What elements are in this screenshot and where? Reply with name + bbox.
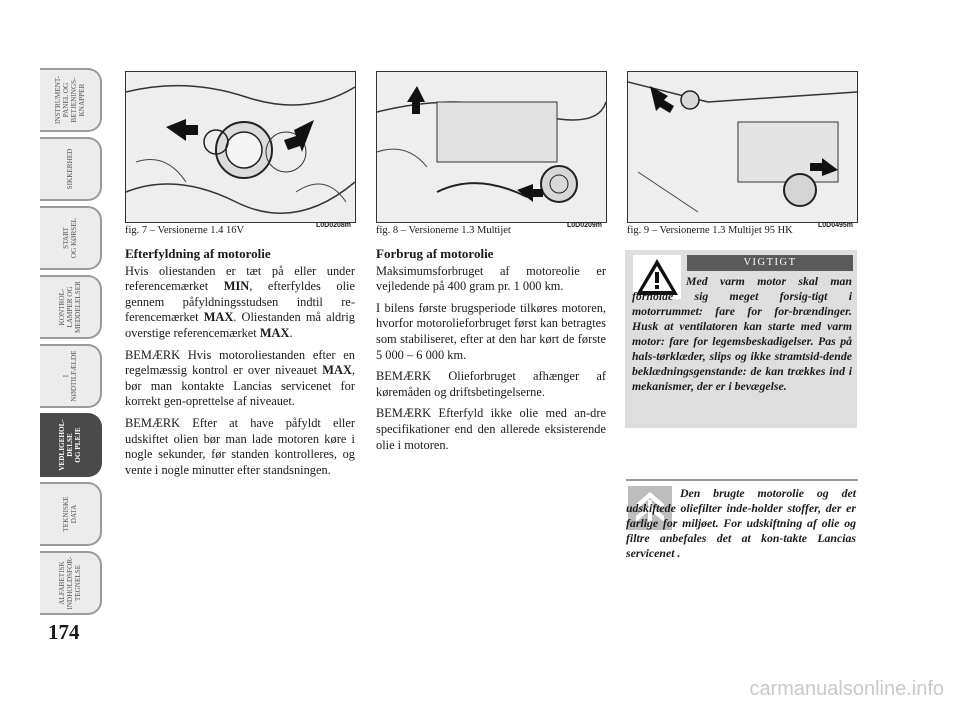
text-span: BEMÆRK Hvis motoroliestanden efter en regelmæssig kontrol er over niveauet <box>125 347 355 378</box>
figure-7-caption: fig. 7 – Versionerne 1.4 16V <box>125 225 245 236</box>
paragraph: Maksimumsforbruget af motoreolie er vejledende på 400 gram pr. 1 000 km. <box>376 263 606 294</box>
paragraph: BEMÆRK Efter at have påfyldt eller udskiftet olien bør man lade motoren køre i nogle sekunder, før standen kontrolleres, og vente i nogle minutter efter standsningen. <box>125 415 355 477</box>
watermark: carmanualsonline.info <box>749 678 944 700</box>
tab-alfabetisk-indhold[interactable] <box>40 551 102 615</box>
page-number: 174 <box>48 620 80 644</box>
max-label: MAX <box>259 325 290 340</box>
max-label: MAX <box>322 363 352 378</box>
tab-label: SIKKERHED <box>66 148 74 190</box>
figure-7-code: L0D0208m <box>316 222 352 229</box>
chapter-tabs <box>40 68 106 620</box>
text-span: . <box>289 325 293 340</box>
warning-box <box>625 250 857 428</box>
text-span: . Oliestanden må aldrig overstige referencemærket <box>125 310 355 340</box>
divider <box>626 479 858 481</box>
tab-label: VEDLIGEHOL- DELSE OG PLEJE <box>58 419 82 471</box>
tab-label: I NØDTILFÆLDE <box>62 350 78 402</box>
figure-9-code: L0D0495m <box>818 222 854 229</box>
tab-label: INSTRUMENT- PANEL OG BETJENINGS- KNAPPER <box>54 75 86 125</box>
tab-label: ALFABETISK INDHOLDSFOR- TEGNELSE <box>58 556 82 610</box>
warning-title: VIGTIGT <box>687 255 853 271</box>
paragraph: BEMÆRK Efterfyld ikke olie med an-dre specifikationer end den allerede eksisterende olie i motoren. <box>376 406 606 452</box>
tab-tekniske-data[interactable] <box>40 482 102 546</box>
section-heading-refill: Efterfyldning af motorolie <box>125 246 271 261</box>
tab-vedligeholdelse[interactable] <box>40 413 102 477</box>
tab-label: KONTROL- LAMPER OG MEDDELELSER <box>58 281 82 333</box>
figure-9-caption: fig. 9 – Versionerne 1.3 Multijet 95 HK <box>627 225 793 236</box>
tab-i-nodtilfaelde[interactable] <box>40 344 102 408</box>
max-label: MAX <box>203 310 234 325</box>
section-heading-consumption: Forbrug af motorolie <box>376 246 494 261</box>
figure-9-engine-photo <box>627 71 858 223</box>
paragraph: I bilens første brugsperiode tilkøres motoren, hvorfor motorolieforbruget først kan betragtes som stabiliseret, efter at den har kørt de første 5 000 – 6 000 km. <box>376 300 606 362</box>
warning-text: Med varm motor skal man forholde sig meget forsig-tigt i motorrummet: fare for for-brændinger. Husk at ventilatoren kan starte med varm motor: fare for legemsbeskadigelser. Pas på hals-tørklæder, slips og ikke stramtsid-dende beklædningsgenstande: de kan trækkes ind i mekanismer, der er i bevægelse. <box>632 274 852 393</box>
paragraph: BEMÆRK Olieforbruget afhænger af køremåden og driftsbetingelserne. <box>376 369 606 399</box>
paragraph <box>125 264 355 342</box>
text-span: , efterfyldes olie gennem påfyldningsstudsen indtil re-ferencemærket <box>125 279 355 325</box>
column-oil-consumption <box>376 246 606 459</box>
tab-kontrollamper[interactable] <box>40 275 102 339</box>
paragraph <box>125 348 355 410</box>
text-span: , bør man kontakte Lancias servicenet for korrekt gen-oprettelse af niveauet. <box>125 363 355 409</box>
tab-sikkerhed[interactable] <box>40 137 102 201</box>
figure-8-caption: fig. 8 – Versionerne 1.3 Multijet <box>376 225 511 236</box>
figure-7-engine-photo <box>125 71 356 223</box>
figure-8-engine-photo <box>376 71 607 223</box>
tab-instrumentpanel[interactable] <box>40 68 102 132</box>
tab-label: TEKNISKE DATA <box>62 496 78 532</box>
environment-note: Den brugte motorolie og det udskiftede oliefilter inde-holder stoffer, der er farlige for miljøet. For udskiftning af olie og filtre anbefales det at kon-takte Lancias servicenet . <box>626 486 856 560</box>
min-label: MIN <box>223 279 250 294</box>
text-span: Hvis oliestanden er tæt på eller under referencemærket <box>125 263 355 294</box>
tab-start-og-korsel[interactable] <box>40 206 102 270</box>
figure-8-code: L0D0209m <box>567 222 603 229</box>
tab-label: START OG KØRSEL <box>62 217 78 259</box>
column-oil-refill <box>125 246 355 484</box>
